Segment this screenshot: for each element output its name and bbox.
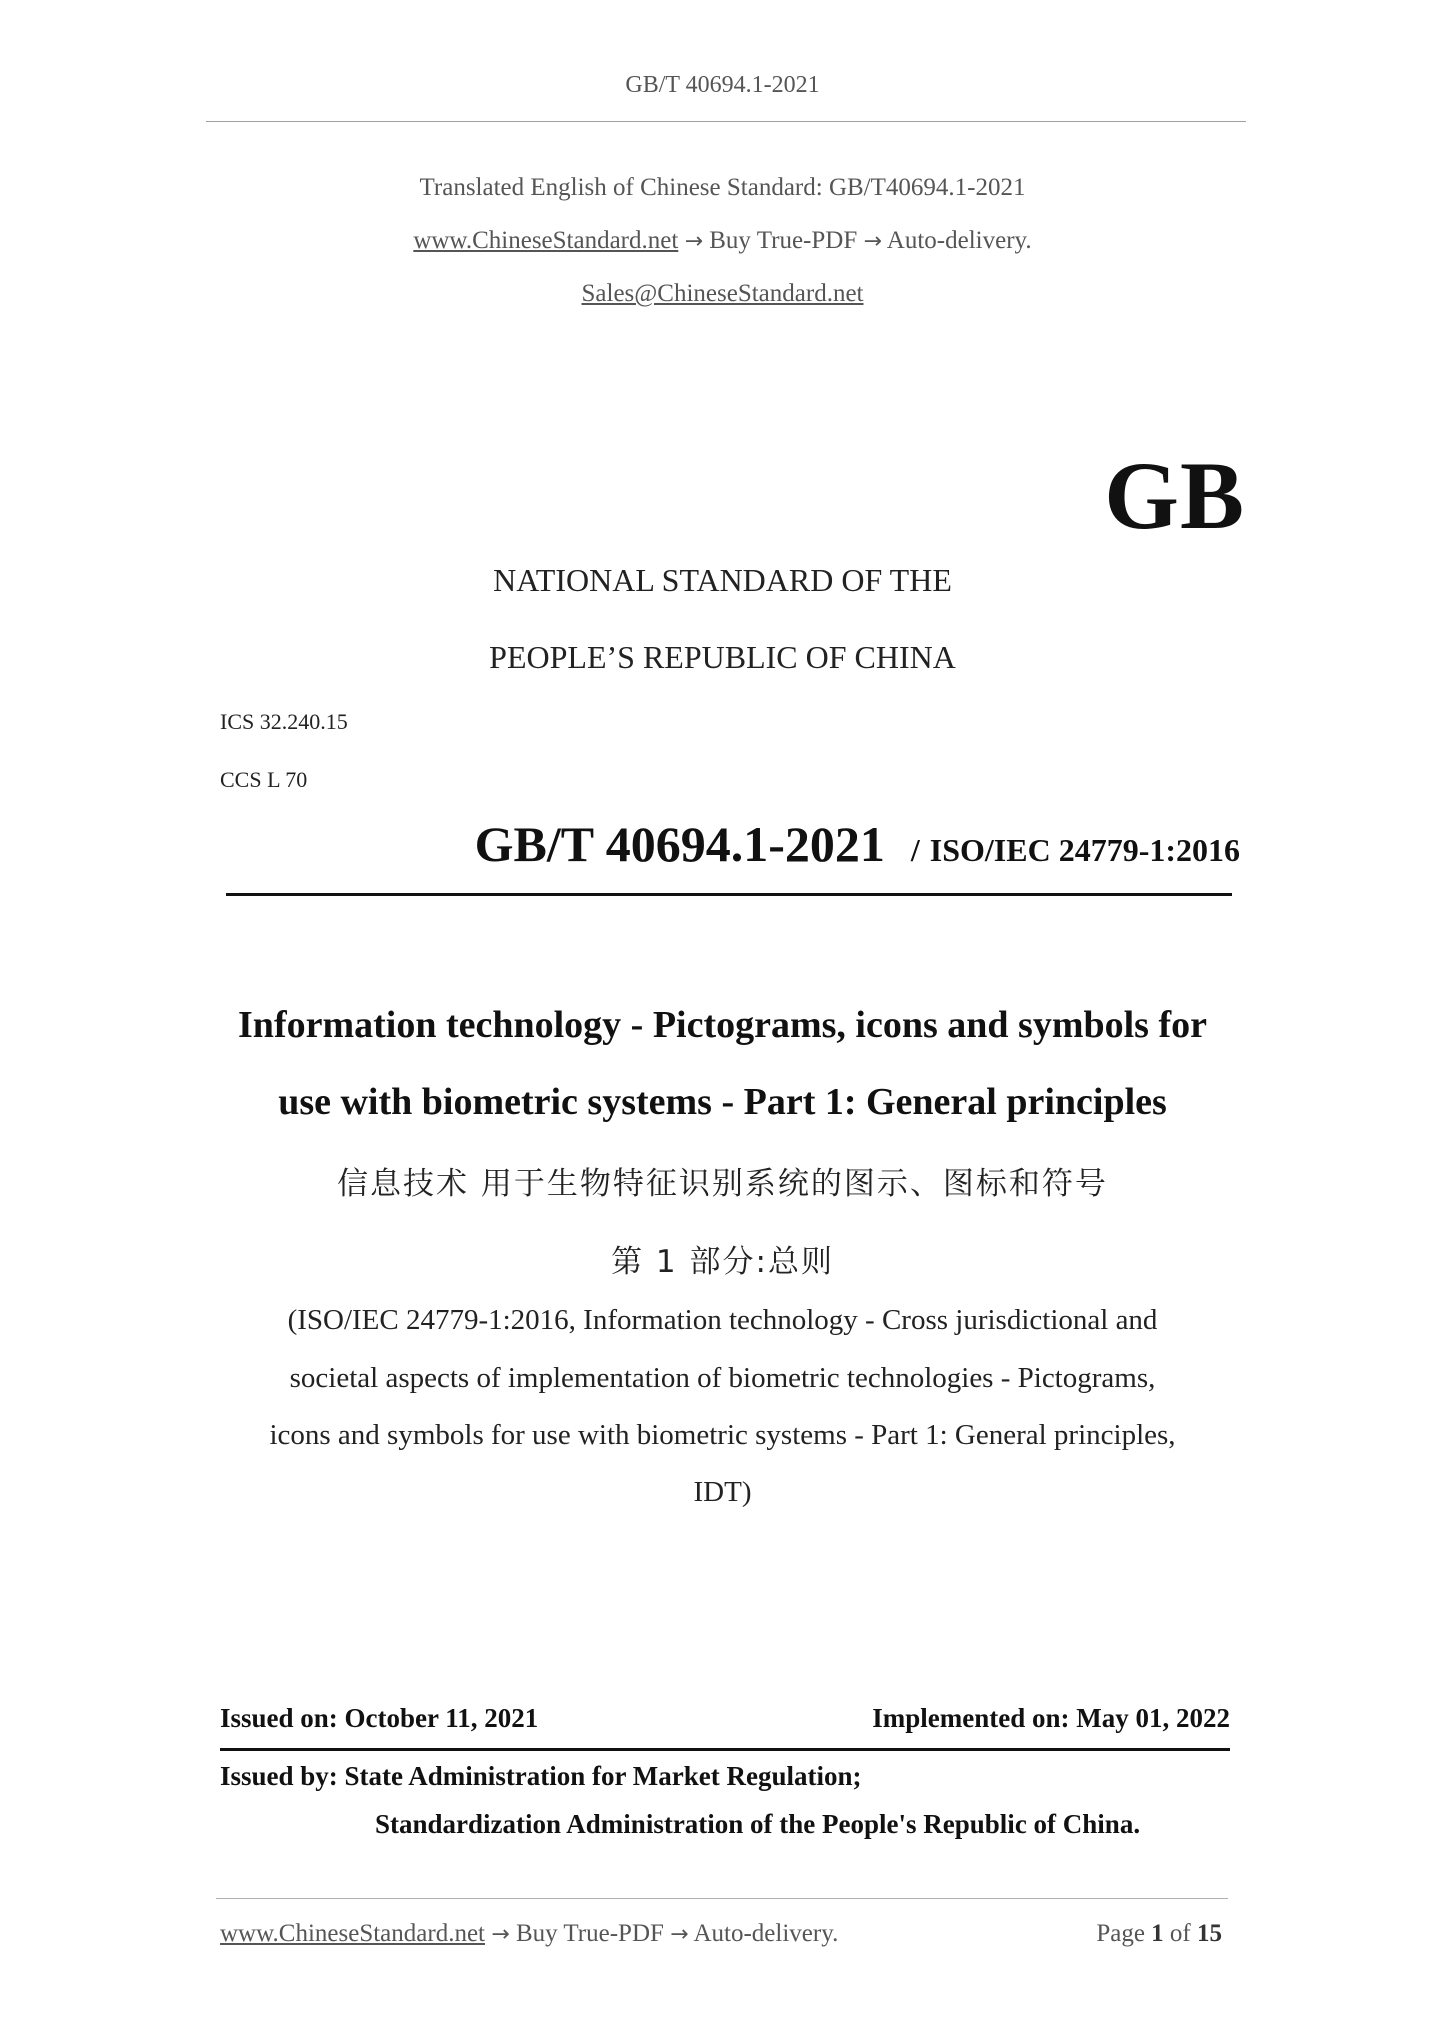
page-footer (220, 1920, 1222, 1948)
page-indicator (1096, 1920, 1222, 1948)
footer-divider (216, 1898, 1228, 1899)
implemented-on-date: Implemented on: May 01, 2022 (872, 1703, 1230, 1733)
dates-row (220, 1703, 1230, 1734)
sales-email-link[interactable]: Sales@ChineseStandard.net (581, 280, 864, 307)
iso-reference-line3: icons and symbols for use with biometric systems - Part 1: General principles, (269, 1419, 1176, 1451)
translation-notice: Translated English of Chinese Standard: GB/T40694.1-2021 (419, 174, 1026, 201)
header-divider (206, 121, 1246, 122)
iso-standard-number: ISO/IEC 24779-1:2016 (929, 832, 1240, 868)
issued-on-date: Issued on: October 11, 2021 (220, 1703, 539, 1733)
right-arrow-icon: → (863, 229, 882, 254)
auto-delivery-text: Auto-delivery. (886, 227, 1032, 254)
page-current: 1 (1151, 1920, 1164, 1947)
title-cn-line1: 信息技术 用于生物特征识别系统的图示、图标和符号 (337, 1166, 1108, 1202)
footer-website-link[interactable]: www.ChineseStandard.net (220, 1920, 485, 1947)
iso-reference-line2: societal aspects of implementation of biometric technologies - Pictograms, (289, 1362, 1156, 1394)
ccs-code: CCS L 70 (220, 767, 308, 792)
standard-number (475, 815, 1240, 873)
dates-rule (220, 1748, 1230, 1751)
iso-reference-line4: IDT) (693, 1476, 752, 1508)
issued-by-line1: Issued by: State Administration for Market Regulation; (220, 1761, 862, 1791)
page-of: of (1169, 1920, 1191, 1947)
right-arrow-icon: → (670, 1922, 689, 1947)
iso-reference-line1: (ISO/IEC 24779-1:2016, Information technology - Cross jurisdictional and (287, 1304, 1158, 1336)
footer-buy-text: Buy True-PDF (515, 1920, 664, 1947)
issued-by-line2: Standardization Administration of the People's Republic of China. (375, 1809, 1141, 1839)
title-en-line2: use with biometric systems - Part 1: General principles (278, 1081, 1167, 1123)
right-arrow-icon: → (491, 1922, 510, 1947)
page-total: 15 (1197, 1920, 1222, 1947)
standard-separator: / (910, 832, 920, 868)
website-link[interactable]: www.ChineseStandard.net (413, 227, 679, 254)
ics-code: ICS 32.240.15 (220, 709, 348, 734)
buy-true-pdf-text: Buy True-PDF (709, 227, 858, 254)
gb-standard-number: GB/T 40694.1-2021 (474, 816, 885, 872)
purchase-line (0, 227, 1445, 255)
running-header: GB/T 40694.1-2021 (625, 72, 820, 98)
national-standard-line1: NATIONAL STANDARD OF THE (493, 562, 952, 598)
right-arrow-icon: → (684, 229, 703, 254)
page-label: Page (1096, 1920, 1145, 1947)
title-cn-line2: 第 1 部分:总则 (611, 1244, 834, 1280)
title-en-line1: Information technology - Pictograms, icons and symbols for (238, 1004, 1207, 1046)
footer-delivery-text: Auto-delivery. (693, 1920, 839, 1947)
standard-number-rule (226, 893, 1232, 896)
email-line (0, 280, 1445, 308)
national-standard-line2: PEOPLE’S REPUBLIC OF CHINA (489, 639, 956, 675)
gb-logo: GB (1104, 442, 1245, 549)
